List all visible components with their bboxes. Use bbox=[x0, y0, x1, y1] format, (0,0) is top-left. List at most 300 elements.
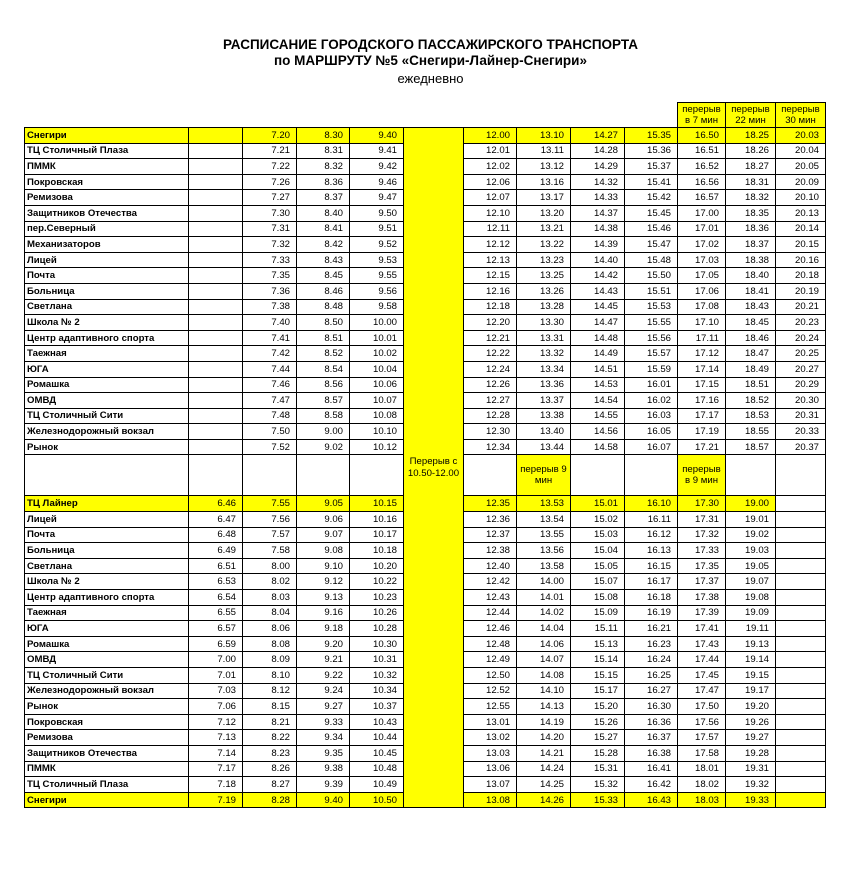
time-cell: 9.20 bbox=[297, 636, 350, 652]
time-cell: 20.31 bbox=[776, 408, 826, 424]
time-cell: 14.08 bbox=[517, 668, 571, 684]
time-cell: 20.21 bbox=[776, 299, 826, 315]
time-cell: 12.34 bbox=[464, 439, 517, 455]
blank-cell bbox=[571, 103, 625, 128]
time-cell bbox=[776, 574, 826, 590]
time-cell: 20.05 bbox=[776, 159, 826, 175]
time-cell: 12.27 bbox=[464, 393, 517, 409]
time-cell: 12.30 bbox=[464, 424, 517, 440]
time-cell: 13.12 bbox=[517, 159, 571, 175]
time-cell: 19.33 bbox=[726, 792, 776, 808]
time-cell: 14.58 bbox=[571, 439, 625, 455]
stop-name: Школа № 2 bbox=[25, 315, 189, 331]
time-cell bbox=[189, 439, 243, 455]
time-cell: 13.54 bbox=[517, 512, 571, 528]
time-cell: 18.02 bbox=[678, 777, 726, 793]
stop-name: ОМВД bbox=[25, 652, 189, 668]
blank-cell bbox=[726, 455, 776, 496]
time-cell: 9.47 bbox=[350, 190, 404, 206]
time-cell: 7.35 bbox=[243, 268, 297, 284]
time-cell: 8.10 bbox=[243, 668, 297, 684]
time-cell: 9.51 bbox=[350, 221, 404, 237]
time-cell: 9.12 bbox=[297, 574, 350, 590]
stop-name: Почта bbox=[25, 268, 189, 284]
time-cell: 9.52 bbox=[350, 237, 404, 253]
time-cell: 9.05 bbox=[297, 496, 350, 512]
time-cell: 19.08 bbox=[726, 590, 776, 606]
stop-name: пер.Северный bbox=[25, 221, 189, 237]
stop-name: Покровская bbox=[25, 714, 189, 730]
time-cell: 10.32 bbox=[350, 668, 404, 684]
time-cell bbox=[189, 424, 243, 440]
time-cell: 20.13 bbox=[776, 205, 826, 221]
time-cell: 13.53 bbox=[517, 496, 571, 512]
time-cell bbox=[189, 346, 243, 362]
time-cell: 10.28 bbox=[350, 621, 404, 637]
time-cell: 14.37 bbox=[571, 205, 625, 221]
time-cell: 12.10 bbox=[464, 205, 517, 221]
time-cell: 8.42 bbox=[297, 237, 350, 253]
time-cell: 12.16 bbox=[464, 283, 517, 299]
time-cell: 6.55 bbox=[189, 605, 243, 621]
time-cell: 15.41 bbox=[625, 174, 678, 190]
time-cell bbox=[776, 543, 826, 559]
time-cell: 9.18 bbox=[297, 621, 350, 637]
time-cell bbox=[776, 714, 826, 730]
time-cell: 14.49 bbox=[571, 346, 625, 362]
time-cell: 19.03 bbox=[726, 543, 776, 559]
time-cell: 15.57 bbox=[625, 346, 678, 362]
stop-name: Защитников Отечества bbox=[25, 205, 189, 221]
time-cell: 12.46 bbox=[464, 621, 517, 637]
time-cell: 8.50 bbox=[297, 315, 350, 331]
time-cell: 14.26 bbox=[517, 792, 571, 808]
time-cell: 18.32 bbox=[726, 190, 776, 206]
time-cell: 7.33 bbox=[243, 252, 297, 268]
time-cell: 18.38 bbox=[726, 252, 776, 268]
stop-name: Механизаторов bbox=[25, 237, 189, 253]
time-cell: 7.01 bbox=[189, 668, 243, 684]
time-cell: 7.48 bbox=[243, 408, 297, 424]
time-cell bbox=[189, 205, 243, 221]
time-cell: 14.45 bbox=[571, 299, 625, 315]
time-cell: 8.28 bbox=[243, 792, 297, 808]
time-cell: 19.01 bbox=[726, 512, 776, 528]
time-cell: 17.11 bbox=[678, 330, 726, 346]
time-cell: 10.01 bbox=[350, 330, 404, 346]
time-cell: 8.56 bbox=[297, 377, 350, 393]
time-cell: 12.49 bbox=[464, 652, 517, 668]
time-cell: 9.06 bbox=[297, 512, 350, 528]
time-cell: 19.02 bbox=[726, 527, 776, 543]
stop-name: Защитников Отечества bbox=[25, 745, 189, 761]
time-cell: 15.53 bbox=[625, 299, 678, 315]
time-cell: 9.02 bbox=[297, 439, 350, 455]
time-cell bbox=[189, 330, 243, 346]
time-cell: 14.55 bbox=[571, 408, 625, 424]
time-cell: 17.15 bbox=[678, 377, 726, 393]
time-cell: 7.14 bbox=[189, 745, 243, 761]
time-cell: 10.44 bbox=[350, 730, 404, 746]
time-cell: 7.00 bbox=[189, 652, 243, 668]
break-header-row bbox=[25, 103, 826, 128]
time-cell: 13.56 bbox=[517, 543, 571, 559]
time-cell: 8.27 bbox=[243, 777, 297, 793]
time-cell: 8.45 bbox=[297, 268, 350, 284]
blank-cell bbox=[25, 455, 189, 496]
time-cell: 7.03 bbox=[189, 683, 243, 699]
time-cell: 18.49 bbox=[726, 361, 776, 377]
stop-name: Покровская bbox=[25, 174, 189, 190]
time-cell: 8.26 bbox=[243, 761, 297, 777]
time-cell: 15.42 bbox=[625, 190, 678, 206]
time-cell: 18.46 bbox=[726, 330, 776, 346]
time-cell: 9.27 bbox=[297, 699, 350, 715]
time-cell: 16.36 bbox=[625, 714, 678, 730]
time-cell: 6.54 bbox=[189, 590, 243, 606]
time-cell: 14.47 bbox=[571, 315, 625, 331]
stop-name: Лицей bbox=[25, 252, 189, 268]
time-cell: 10.43 bbox=[350, 714, 404, 730]
time-cell: 6.46 bbox=[189, 496, 243, 512]
time-cell: 7.30 bbox=[243, 205, 297, 221]
time-cell: 10.48 bbox=[350, 761, 404, 777]
time-cell: 6.48 bbox=[189, 527, 243, 543]
time-cell bbox=[189, 361, 243, 377]
time-cell: 10.30 bbox=[350, 636, 404, 652]
time-cell bbox=[189, 174, 243, 190]
stop-name: Центр адаптивного спорта bbox=[25, 590, 189, 606]
time-cell: 7.55 bbox=[243, 496, 297, 512]
blank-cell bbox=[517, 103, 571, 128]
time-cell: 16.11 bbox=[625, 512, 678, 528]
stop-name: ПММК bbox=[25, 159, 189, 175]
time-cell: 16.51 bbox=[678, 143, 726, 159]
time-cell: 18.01 bbox=[678, 761, 726, 777]
time-cell: 7.20 bbox=[243, 128, 297, 144]
time-cell: 13.01 bbox=[464, 714, 517, 730]
time-cell: 15.32 bbox=[571, 777, 625, 793]
time-cell: 20.04 bbox=[776, 143, 826, 159]
time-cell: 14.27 bbox=[571, 128, 625, 144]
time-cell: 9.34 bbox=[297, 730, 350, 746]
stop-name: ТЦ Столичный Плаза bbox=[25, 777, 189, 793]
time-cell: 15.28 bbox=[571, 745, 625, 761]
time-cell: 14.48 bbox=[571, 330, 625, 346]
time-cell: 13.21 bbox=[517, 221, 571, 237]
time-cell: 12.13 bbox=[464, 252, 517, 268]
time-cell bbox=[189, 159, 243, 175]
time-cell: 18.03 bbox=[678, 792, 726, 808]
time-cell: 15.31 bbox=[571, 761, 625, 777]
time-cell: 9.40 bbox=[297, 792, 350, 808]
time-cell: 12.21 bbox=[464, 330, 517, 346]
blank-cell bbox=[25, 103, 189, 128]
time-cell: 8.36 bbox=[297, 174, 350, 190]
time-cell: 8.48 bbox=[297, 299, 350, 315]
time-cell: 9.13 bbox=[297, 590, 350, 606]
time-cell: 15.48 bbox=[625, 252, 678, 268]
stop-name: Школа № 2 bbox=[25, 574, 189, 590]
time-cell: 14.56 bbox=[571, 424, 625, 440]
time-cell bbox=[776, 652, 826, 668]
time-cell: 13.32 bbox=[517, 346, 571, 362]
time-cell: 17.02 bbox=[678, 237, 726, 253]
time-cell: 13.31 bbox=[517, 330, 571, 346]
time-cell: 16.13 bbox=[625, 543, 678, 559]
time-cell bbox=[776, 512, 826, 528]
time-cell bbox=[776, 699, 826, 715]
time-cell: 14.24 bbox=[517, 761, 571, 777]
stop-name: Снегири bbox=[25, 792, 189, 808]
time-cell: 15.09 bbox=[571, 605, 625, 621]
time-cell: 19.20 bbox=[726, 699, 776, 715]
stop-name: ТЦ Столичный Плаза bbox=[25, 143, 189, 159]
time-cell: 20.23 bbox=[776, 315, 826, 331]
time-cell: 13.28 bbox=[517, 299, 571, 315]
time-cell: 18.25 bbox=[726, 128, 776, 144]
time-cell: 15.07 bbox=[571, 574, 625, 590]
time-cell bbox=[189, 252, 243, 268]
time-cell: 14.33 bbox=[571, 190, 625, 206]
time-cell: 16.18 bbox=[625, 590, 678, 606]
time-cell: 19.05 bbox=[726, 558, 776, 574]
time-cell: 8.09 bbox=[243, 652, 297, 668]
time-cell: 16.38 bbox=[625, 745, 678, 761]
stop-name: Ромашка bbox=[25, 636, 189, 652]
time-cell: 12.12 bbox=[464, 237, 517, 253]
time-cell: 10.04 bbox=[350, 361, 404, 377]
time-cell: 20.09 bbox=[776, 174, 826, 190]
blank-cell bbox=[625, 455, 678, 496]
time-cell: 16.21 bbox=[625, 621, 678, 637]
time-cell: 18.31 bbox=[726, 174, 776, 190]
time-cell: 10.45 bbox=[350, 745, 404, 761]
time-cell: 15.20 bbox=[571, 699, 625, 715]
time-cell: 9.33 bbox=[297, 714, 350, 730]
time-cell: 16.52 bbox=[678, 159, 726, 175]
time-cell: 15.15 bbox=[571, 668, 625, 684]
time-cell bbox=[776, 792, 826, 808]
time-cell: 8.51 bbox=[297, 330, 350, 346]
time-cell: 9.56 bbox=[350, 283, 404, 299]
time-cell: 10.23 bbox=[350, 590, 404, 606]
time-cell: 9.10 bbox=[297, 558, 350, 574]
time-cell: 12.42 bbox=[464, 574, 517, 590]
time-cell: 20.18 bbox=[776, 268, 826, 284]
blank-cell bbox=[404, 103, 464, 128]
time-cell: 13.23 bbox=[517, 252, 571, 268]
time-cell: 13.30 bbox=[517, 315, 571, 331]
time-cell bbox=[189, 283, 243, 299]
time-cell: 16.19 bbox=[625, 605, 678, 621]
time-cell: 9.53 bbox=[350, 252, 404, 268]
time-cell: 16.41 bbox=[625, 761, 678, 777]
time-cell: 14.07 bbox=[517, 652, 571, 668]
time-cell: 7.17 bbox=[189, 761, 243, 777]
time-cell: 14.42 bbox=[571, 268, 625, 284]
break-note: перерыв 22 мин bbox=[726, 103, 776, 128]
time-cell bbox=[189, 393, 243, 409]
schedule-table-wrap bbox=[24, 102, 826, 808]
time-cell: 19.31 bbox=[726, 761, 776, 777]
stop-name: ЮГА bbox=[25, 361, 189, 377]
time-cell: 15.03 bbox=[571, 527, 625, 543]
time-cell: 12.01 bbox=[464, 143, 517, 159]
time-cell: 19.11 bbox=[726, 621, 776, 637]
time-cell: 18.40 bbox=[726, 268, 776, 284]
time-cell: 15.45 bbox=[625, 205, 678, 221]
time-cell: 12.40 bbox=[464, 558, 517, 574]
time-cell: 12.00 bbox=[464, 128, 517, 144]
break-note: перерыв в 9 мин bbox=[678, 455, 726, 496]
stop-name: Ремизова bbox=[25, 730, 189, 746]
time-cell: 17.50 bbox=[678, 699, 726, 715]
time-cell bbox=[189, 377, 243, 393]
time-cell: 12.50 bbox=[464, 668, 517, 684]
time-cell: 19.27 bbox=[726, 730, 776, 746]
time-cell: 9.50 bbox=[350, 205, 404, 221]
time-cell: 8.52 bbox=[297, 346, 350, 362]
time-cell: 17.30 bbox=[678, 496, 726, 512]
time-cell: 16.05 bbox=[625, 424, 678, 440]
time-cell: 14.06 bbox=[517, 636, 571, 652]
time-cell: 10.17 bbox=[350, 527, 404, 543]
time-cell: 9.42 bbox=[350, 159, 404, 175]
time-cell: 8.12 bbox=[243, 683, 297, 699]
time-cell: 7.42 bbox=[243, 346, 297, 362]
time-cell: 20.27 bbox=[776, 361, 826, 377]
time-cell: 8.08 bbox=[243, 636, 297, 652]
time-cell: 8.46 bbox=[297, 283, 350, 299]
time-cell: 7.41 bbox=[243, 330, 297, 346]
time-cell: 7.46 bbox=[243, 377, 297, 393]
time-cell: 13.16 bbox=[517, 174, 571, 190]
time-cell: 12.11 bbox=[464, 221, 517, 237]
time-cell: 8.03 bbox=[243, 590, 297, 606]
time-cell: 7.57 bbox=[243, 527, 297, 543]
time-cell: 17.01 bbox=[678, 221, 726, 237]
time-cell: 14.32 bbox=[571, 174, 625, 190]
time-cell: 15.56 bbox=[625, 330, 678, 346]
time-cell: 17.32 bbox=[678, 527, 726, 543]
time-cell: 10.16 bbox=[350, 512, 404, 528]
time-cell: 12.24 bbox=[464, 361, 517, 377]
time-cell: 7.50 bbox=[243, 424, 297, 440]
time-cell: 6.49 bbox=[189, 543, 243, 559]
time-cell: 9.41 bbox=[350, 143, 404, 159]
time-cell: 18.41 bbox=[726, 283, 776, 299]
time-cell: 15.37 bbox=[625, 159, 678, 175]
time-cell: 14.53 bbox=[571, 377, 625, 393]
time-cell: 17.39 bbox=[678, 605, 726, 621]
time-cell: 15.47 bbox=[625, 237, 678, 253]
time-cell: 17.06 bbox=[678, 283, 726, 299]
time-cell: 13.06 bbox=[464, 761, 517, 777]
time-cell: 10.26 bbox=[350, 605, 404, 621]
time-cell: 14.43 bbox=[571, 283, 625, 299]
time-cell: 16.27 bbox=[625, 683, 678, 699]
time-cell: 8.43 bbox=[297, 252, 350, 268]
time-cell: 12.07 bbox=[464, 190, 517, 206]
time-cell: 17.44 bbox=[678, 652, 726, 668]
time-cell: 7.19 bbox=[189, 792, 243, 808]
time-cell: 13.40 bbox=[517, 424, 571, 440]
time-cell: 12.37 bbox=[464, 527, 517, 543]
time-cell: 15.55 bbox=[625, 315, 678, 331]
time-cell: 8.15 bbox=[243, 699, 297, 715]
time-cell: 12.18 bbox=[464, 299, 517, 315]
time-cell: 10.02 bbox=[350, 346, 404, 362]
time-cell: 15.02 bbox=[571, 512, 625, 528]
time-cell: 8.04 bbox=[243, 605, 297, 621]
time-cell: 16.50 bbox=[678, 128, 726, 144]
time-cell: 10.22 bbox=[350, 574, 404, 590]
time-cell: 15.35 bbox=[625, 128, 678, 144]
blank-cell bbox=[464, 455, 517, 496]
time-cell: 17.14 bbox=[678, 361, 726, 377]
time-cell: 12.36 bbox=[464, 512, 517, 528]
time-cell: 12.35 bbox=[464, 496, 517, 512]
time-cell: 15.04 bbox=[571, 543, 625, 559]
time-cell: 7.18 bbox=[189, 777, 243, 793]
time-cell: 19.14 bbox=[726, 652, 776, 668]
time-cell: 16.30 bbox=[625, 699, 678, 715]
time-cell: 14.00 bbox=[517, 574, 571, 590]
time-cell: 17.37 bbox=[678, 574, 726, 590]
schedule-table bbox=[24, 102, 826, 808]
stop-name: ТЦ Столичный Сити bbox=[25, 408, 189, 424]
time-cell bbox=[776, 621, 826, 637]
time-cell bbox=[776, 496, 826, 512]
time-cell: 16.01 bbox=[625, 377, 678, 393]
time-cell: 8.31 bbox=[297, 143, 350, 159]
time-cell: 16.17 bbox=[625, 574, 678, 590]
time-cell: 16.56 bbox=[678, 174, 726, 190]
time-cell: 12.28 bbox=[464, 408, 517, 424]
time-cell bbox=[776, 636, 826, 652]
stop-name: Светлана bbox=[25, 299, 189, 315]
time-cell: 13.44 bbox=[517, 439, 571, 455]
time-cell: 20.10 bbox=[776, 190, 826, 206]
time-cell: 10.34 bbox=[350, 683, 404, 699]
time-cell: 10.08 bbox=[350, 408, 404, 424]
time-cell: 8.57 bbox=[297, 393, 350, 409]
time-cell: 17.56 bbox=[678, 714, 726, 730]
stop-name: ПММК bbox=[25, 761, 189, 777]
time-cell: 15.59 bbox=[625, 361, 678, 377]
time-cell: 10.31 bbox=[350, 652, 404, 668]
time-cell: 13.38 bbox=[517, 408, 571, 424]
time-cell: 8.23 bbox=[243, 745, 297, 761]
time-cell: 20.14 bbox=[776, 221, 826, 237]
time-cell: 10.20 bbox=[350, 558, 404, 574]
time-cell: 13.07 bbox=[464, 777, 517, 793]
time-cell: 16.57 bbox=[678, 190, 726, 206]
stop-name: Светлана bbox=[25, 558, 189, 574]
time-cell: 8.00 bbox=[243, 558, 297, 574]
time-cell: 13.36 bbox=[517, 377, 571, 393]
time-cell: 13.17 bbox=[517, 190, 571, 206]
time-cell: 18.43 bbox=[726, 299, 776, 315]
time-cell: 17.41 bbox=[678, 621, 726, 637]
time-cell: 10.49 bbox=[350, 777, 404, 793]
time-cell: 15.33 bbox=[571, 792, 625, 808]
time-cell: 17.08 bbox=[678, 299, 726, 315]
time-cell: 18.26 bbox=[726, 143, 776, 159]
time-cell: 9.38 bbox=[297, 761, 350, 777]
break-note: перерыв в 7 мин bbox=[678, 103, 726, 128]
